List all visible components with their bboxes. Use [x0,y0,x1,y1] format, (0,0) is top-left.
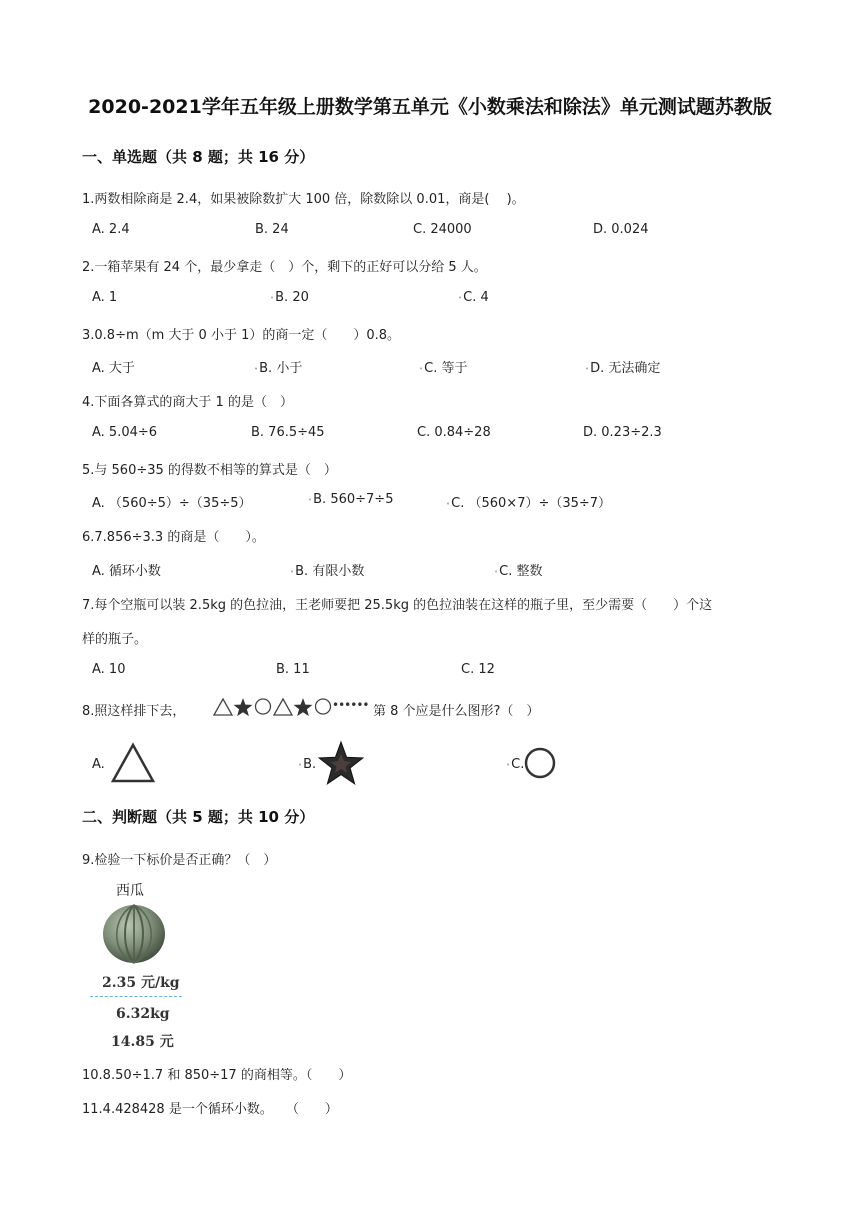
q3-option-d[interactable] [585,357,660,376]
q6-option-b-label: B. 有限小数 [295,564,365,579]
q3-option-a[interactable]: A. 大于 [92,361,135,376]
triangle-icon[interactable] [110,742,156,784]
q4-option-b[interactable]: B. 76.5÷45 [251,425,325,440]
triangle-icon [274,699,292,715]
section-heading-true-false: 二、判断题（共 5 题；共 10 分） [82,808,315,826]
anchor-dot-icon: • [308,495,313,504]
page-title: 2020-2021学年五年级上册数学第五单元《小数乘法和除法》单元测试题苏教版 [88,96,772,118]
q8-option-b-label: B. [303,757,317,772]
question-2: 2.一箱苹果有 24 个，最少拿走（ ）个，剩下的正好可以分给 5 人。 [82,260,487,275]
anchor-dot-icon: • [290,567,295,576]
q1-option-c[interactable]: C. 24000 [413,222,472,237]
anchor-dot-icon: • [419,364,424,373]
question-6: 6.7.856÷3.3 的商是（ ）。 [82,530,265,545]
q3-option-c-label: C. 等于 [424,361,468,376]
watermelon-weight: 6.32kg [116,1006,170,1022]
q3-option-d-label: D. 无法确定 [590,361,661,376]
q6-option-b[interactable] [290,560,364,579]
star-icon [234,698,253,716]
q7-option-b[interactable]: B. 11 [276,662,310,677]
q8-option-c[interactable] [506,757,524,772]
question-8-prefix: 8.照这样排下去， [82,704,186,719]
question-5: 5.与 560÷35 的得数不相等的算式是（ ） [82,463,337,478]
circle-icon [316,699,331,714]
anchor-dot-icon: • [298,760,303,769]
question-10: 10.8.50÷1.7 和 850÷17 的商相等。（ ） [82,1068,352,1083]
circle-icon[interactable] [523,746,557,780]
question-4: 4.下面各算式的商大于 1 的是（ ） [82,395,293,410]
q4-option-d[interactable]: D. 0.23÷2.3 [583,425,662,440]
q4-option-c[interactable]: C. 0.84÷28 [417,425,491,440]
q5-option-b[interactable] [308,492,393,507]
q2-option-a[interactable]: A. 1 [92,290,118,305]
q2-option-c-label: C. 4 [463,290,489,305]
watermelon-total-price: 14.85 元 [111,1034,174,1050]
question-9: 9.检验一下标价是否正确？（ ） [82,853,277,868]
anchor-dot-icon: • [254,364,259,373]
q4-option-a[interactable]: A. 5.04÷6 [92,425,158,440]
anchor-dot-icon: • [506,760,511,769]
q2-option-b[interactable] [270,290,309,305]
question-7-line-1: 7.每个空瓶可以装 2.5kg 的色拉油，王老师要把 25.5kg 的色拉油装在这样的瓶子里，至少需要（ ）个这 [82,598,713,613]
question-3: 3.0.8÷m（m 大于 0 小于 1）的商一定（ ）0.8。 [82,328,401,343]
q5-option-a[interactable]: A. （560÷5）÷（35÷5） [92,496,252,511]
q2-option-c[interactable] [458,290,489,305]
q2-option-b-label: B. 20 [275,290,309,305]
q1-option-d[interactable]: D. 0.024 [593,222,649,237]
q3-option-b[interactable] [254,357,302,376]
question-8-suffix: 第 8 个应是什么图形?（ ） [373,704,540,719]
q8-option-a[interactable]: A. [92,757,105,772]
q3-option-c[interactable] [419,357,467,376]
q5-option-c-label: C. （560×7）÷（35÷7） [451,496,612,511]
watermelon-icon [100,902,168,966]
anchor-dot-icon: • [494,567,499,576]
question-7-line-2: 样的瓶子。 [82,632,148,647]
q5-option-c[interactable] [446,492,611,511]
circle-icon [256,699,271,714]
q8-option-c-label: C. [511,757,525,772]
q7-option-c[interactable]: C. 12 [461,662,495,677]
q6-option-a[interactable]: A. 循环小数 [92,564,161,579]
watermelon-unit-price: 2.35 元/kg [102,975,180,991]
q6-option-c-label: C. 整数 [499,564,543,579]
q7-option-a[interactable]: A. 10 [92,662,126,677]
anchor-dot-icon: • [585,364,590,373]
q8-option-b[interactable] [298,757,316,772]
q6-option-c[interactable] [494,560,542,579]
anchor-dot-icon: • [270,293,275,302]
anchor-dot-icon: • [458,293,463,302]
question-1: 1.两数相除商是 2.4，如果被除数扩大 100 倍，除数除以 0.01，商是( )。 [82,192,525,207]
question-11: 11.4.428428 是一个循环小数。 （ ） [82,1102,338,1117]
star-icon[interactable] [317,740,365,786]
q1-option-b[interactable]: B. 24 [255,222,289,237]
q5-option-b-label: B. 560÷7÷5 [313,492,394,507]
triangle-icon [214,699,232,715]
star-icon [294,698,313,716]
q1-option-a[interactable]: A. 2.4 [92,222,130,237]
q3-option-b-label: B. 小于 [259,361,303,376]
divider-dashed [90,996,182,997]
pattern-ellipsis: •••••• [332,698,369,712]
anchor-dot-icon: • [446,499,451,508]
section-heading-single-choice: 一、单选题（共 8 题；共 16 分） [82,148,315,166]
watermelon-label: 西瓜 [116,883,144,899]
